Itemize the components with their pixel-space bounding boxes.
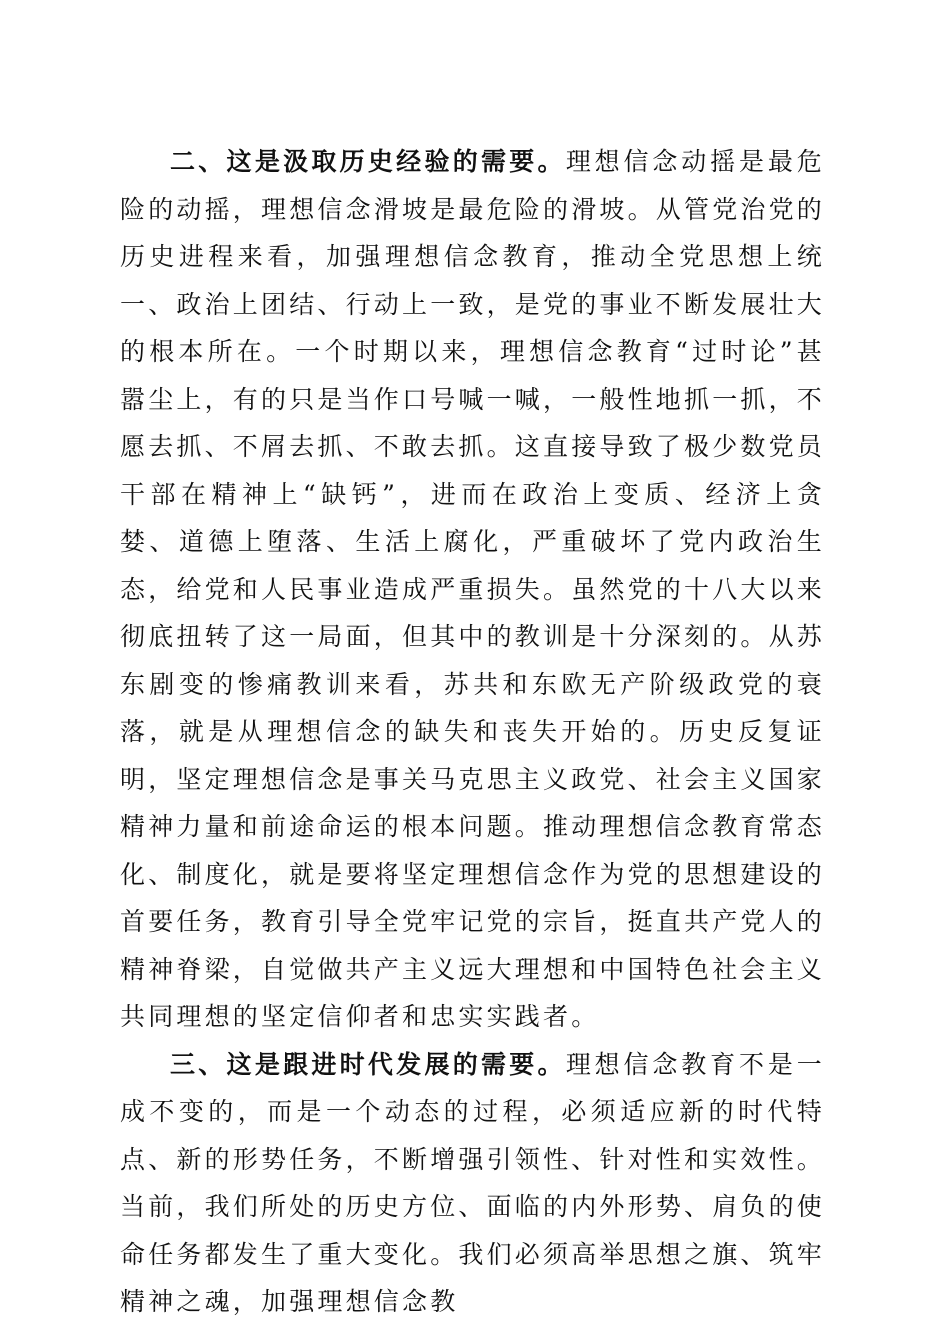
paragraph-heading: 三、这是跟进时代发展的需要。 [170, 1049, 566, 1079]
document-body [120, 138, 825, 1326]
paragraph-text: 理想信念教育不是一成不变的，而是一个动态的过程，必须适应新的时代特点、新的形势任务，不断增强引领性、针对性和实效性。当前，我们所处的历史方位、面临的内外形势、肩负的使命任务都发生了重大变化。我们必须高举思想之旗、筑牢精神之魂，加强理想信念教 [120, 1049, 826, 1316]
paragraph-heading: 二、这是汲取历史经验的需要。 [170, 147, 566, 176]
paragraph-history-lessons [120, 138, 825, 1041]
paragraph-era-development [120, 1041, 825, 1326]
paragraph-text: 理想信念动摇是最危险的动摇，理想信念滑坡是最危险的滑坡。从管党治党的历史进程来看，加强理想信念教育，推动全党思想上统一、政治上团结、行动上一致，是党的事业不断发展壮大的根本所在。一个时期以来，理想信念教育“过时论”甚嚣尘上，有的只是当作口号喊一喊，一般性地抓一抓，不愿去抓、不屑去抓、不敢去抓。这直接导致了极少数党员干部在精神上“缺钙”，进而在政治上变质、经济上贪婪、道德上堕落、生活上腐化，严重破坏了党内政治生态，给党和人民事业造成严重损失。虽然党的十八大以来彻底扭转了这一局面，但其中的教训是十分深刻的。从苏东剧变的惨痛教训来看，苏共和东欧无产阶级政党的衰落，就是从理想信念的缺失和丧失开始的。历史反复证明，坚定理想信念是事关马克思主义政党、社会主义国家精神力量和前途命运的根本问题。推动理想信念教育常态化、制度化，就是要将坚定理想信念作为党的思想建设的首要任务，教育引导全党牢记党的宗旨，挺直共产党人的精神脊梁，自觉做共产主义远大理想和中国特色社会主义共同理想的坚定信仰者和忠实实践者。 [120, 147, 826, 1031]
